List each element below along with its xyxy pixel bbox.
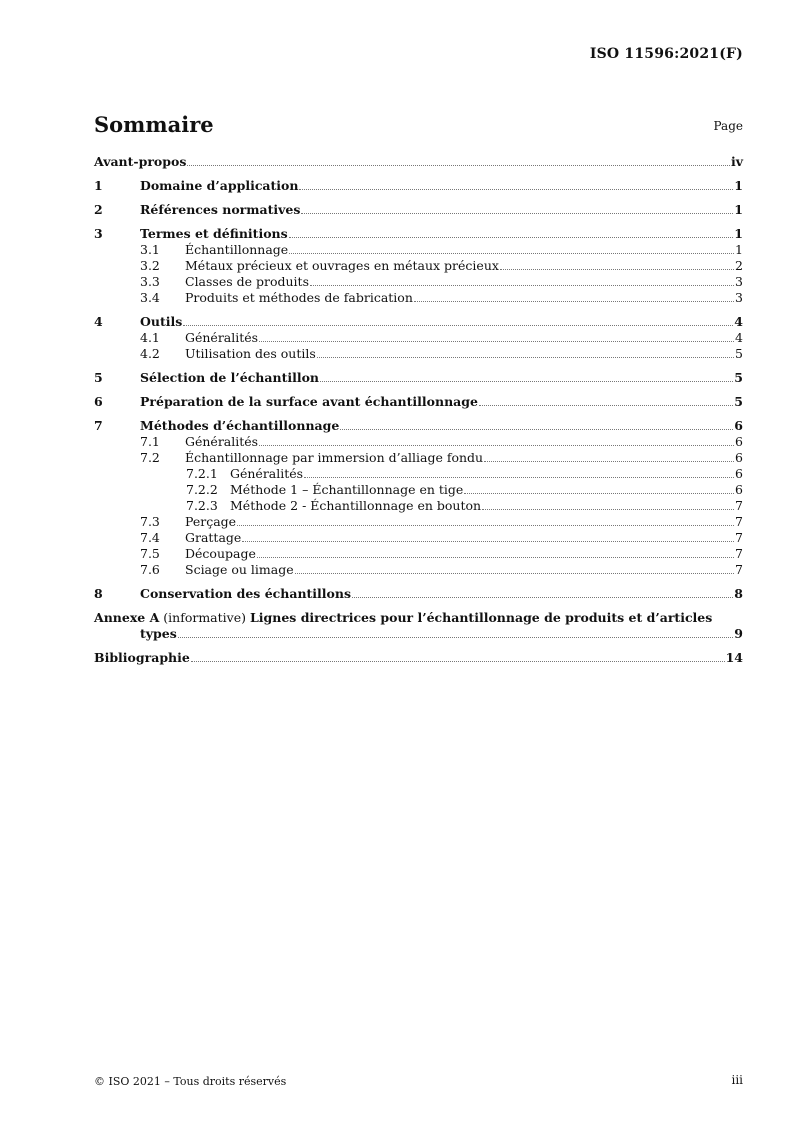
toc-leader-dots	[178, 636, 734, 638]
toc-entry-page: 6	[735, 466, 743, 481]
toc-entry-page: 5	[734, 394, 743, 409]
toc-leader-dots	[242, 540, 734, 542]
toc-entry[interactable]	[94, 546, 743, 562]
toc-leader-dots	[464, 492, 734, 494]
toc-entry-number: 7.2.2	[186, 482, 218, 497]
toc-leader-dots	[484, 460, 734, 462]
toc-entry-page: iv	[730, 154, 743, 169]
toc-entry-page: 6	[735, 482, 743, 497]
toc-leader-dots	[259, 444, 734, 446]
toc-entry-number: 3.3	[140, 274, 160, 289]
toc-leader-dots	[299, 188, 733, 190]
toc-entry-number: 1	[94, 178, 103, 193]
toc-entry-page: 8	[734, 586, 743, 601]
toc-entry-title: Échantillonnage par immersion d’alliage fondu	[185, 450, 484, 465]
toc-entry-number: 7.4	[140, 530, 160, 545]
toc-entry-number: 4	[94, 314, 103, 329]
toc-entry-title: Méthode 2 - Échantillonnage en bouton	[230, 498, 482, 513]
toc-leader-dots	[257, 556, 734, 558]
toc-entry-title: Généralités	[185, 330, 259, 345]
toc-entry-page: 7	[735, 514, 743, 529]
toc-leader-dots	[237, 524, 734, 526]
toc-entry-page: 4	[734, 314, 743, 329]
annex-title-line1: Lignes directrices pour l’échantillonnage de produits et d’articles	[249, 610, 713, 625]
toc-entry-title: Grattage	[185, 530, 242, 545]
toc-entry[interactable]	[94, 370, 743, 386]
toc-entry-number: 2	[94, 202, 103, 217]
toc-entry-title: Généralités	[185, 434, 259, 449]
toc-entry-page: 7	[735, 546, 743, 561]
toc-entry-page: 3	[735, 274, 743, 289]
toc-leader-dots	[414, 300, 734, 302]
toc-leader-dots	[259, 340, 734, 342]
toc-entry-page: 6	[735, 434, 743, 449]
toc-leader-dots	[301, 212, 733, 214]
toc-entry-number: 5	[94, 370, 103, 385]
toc-entry[interactable]	[94, 530, 743, 546]
toc-entry-number: 6	[94, 394, 103, 409]
toc-entry-title: Métaux précieux et ouvrages en métaux précieux	[185, 258, 499, 273]
toc-entry-number: 7.1	[140, 434, 160, 449]
annex-label: Annexe A	[94, 610, 160, 625]
toc-entry-number: 4.1	[140, 330, 160, 345]
toc-entry[interactable]	[94, 346, 743, 362]
toc-leader-dots	[500, 268, 734, 270]
toc-entry[interactable]	[94, 202, 743, 218]
toc-entry-title: Conservation des échantillons	[140, 586, 352, 601]
footer-copyright: © ISO 2021 – Tous droits réservés	[94, 1075, 287, 1088]
toc-entry[interactable]	[94, 498, 743, 514]
table-of-contents	[94, 154, 743, 666]
toc-leader-dots	[310, 284, 734, 286]
toc-entry-title: Découpage	[185, 546, 256, 561]
toc-entry-page: 3	[735, 290, 743, 305]
toc-entry-page: 2	[735, 258, 743, 273]
toc-entry-number: 7.5	[140, 546, 160, 561]
toc-entry[interactable]	[94, 226, 743, 242]
toc-entry-title: Domaine d’application	[140, 178, 299, 193]
toc-entry-page: 6	[734, 418, 743, 433]
toc-leader-dots	[289, 252, 734, 254]
toc-entry-title: Échantillonnage	[185, 242, 289, 257]
toc-entry[interactable]	[94, 514, 743, 530]
toc-entry-page: 7	[735, 498, 743, 513]
toc-entry-page: 5	[735, 346, 743, 361]
footer-page-number: iii	[731, 1073, 743, 1087]
toc-leader-dots	[352, 596, 733, 598]
toc-entry-title: Outils	[140, 314, 183, 329]
page-column-label: Page	[713, 119, 743, 133]
toc-leader-dots	[289, 236, 734, 238]
toc-entry[interactable]	[94, 258, 743, 274]
toc-entry-title: Perçage	[185, 514, 237, 529]
bibliography-title: Bibliographie	[94, 650, 190, 665]
toc-entry-page: 6	[735, 450, 743, 465]
toc-entry-number: 7.6	[140, 562, 160, 577]
toc-entry-number: 7	[94, 418, 103, 433]
toc-entry[interactable]	[94, 434, 743, 450]
toc-entry[interactable]	[94, 178, 743, 194]
toc-entry-title: Sélection de l’échantillon	[140, 370, 320, 385]
toc-entry-title: Produits et méthodes de fabrication	[185, 290, 413, 305]
toc-entry[interactable]	[94, 466, 743, 482]
toc-entry-number: 3.4	[140, 290, 160, 305]
toc-entry-number: 7.3	[140, 514, 160, 529]
toc-entry-title: Utilisation des outils	[185, 346, 316, 361]
toc-entry-title: Termes et définitions	[140, 226, 288, 241]
toc-entry-number: 7.2.1	[186, 466, 218, 481]
toc-entry-title: Méthodes d’échantillonnage	[140, 418, 340, 433]
toc-entry-title: Méthode 1 – Échantillonnage en tige	[230, 482, 464, 497]
toc-leader-dots	[482, 508, 734, 510]
toc-entry-title: Avant-propos	[94, 154, 187, 169]
toc-entry-page: 1	[735, 242, 743, 257]
annex-title-line2: types	[140, 626, 177, 641]
toc-entry-number: 3	[94, 226, 103, 241]
toc-entry[interactable]	[94, 586, 743, 602]
toc-entry[interactable]	[94, 274, 743, 290]
toc-entry-title: Classes de produits	[185, 274, 309, 289]
document-code: ISO 11596:2021(F)	[589, 46, 743, 62]
toc-leader-dots	[340, 428, 733, 430]
toc-entry-bibliography[interactable]	[94, 650, 743, 666]
toc-entry-page: 7	[735, 562, 743, 577]
toc-entry-annex[interactable]	[94, 610, 743, 626]
toc-entry-number: 7.2	[140, 450, 160, 465]
toc-entry-page: 1	[734, 226, 743, 241]
toc-entry-page: 14	[725, 650, 743, 665]
toc-entry-number: 7.2.3	[186, 498, 218, 513]
toc-leader-dots	[187, 164, 730, 166]
toc-leader-dots	[317, 356, 734, 358]
toc-entry-number: 3.2	[140, 258, 160, 273]
toc-leader-dots	[320, 380, 733, 382]
toc-entry-page: 1	[734, 202, 743, 217]
toc-entry[interactable]	[94, 154, 743, 170]
toc-entry-title: Références normatives	[140, 202, 301, 217]
toc-entry-number: 4.2	[140, 346, 160, 361]
toc-entry[interactable]	[94, 418, 743, 434]
toc-leader-dots	[183, 324, 733, 326]
annex-informative: (informative)	[163, 610, 246, 625]
toc-entry-page: 9	[734, 626, 743, 641]
toc-entry-page: 4	[735, 330, 743, 345]
toc-entry[interactable]	[94, 242, 743, 258]
toc-entry-number: 3.1	[140, 242, 160, 257]
page-title: Sommaire	[94, 112, 214, 137]
toc-leader-dots	[479, 404, 733, 406]
toc-entry-title: Sciage ou limage	[185, 562, 294, 577]
toc-entry[interactable]	[94, 314, 743, 330]
toc-entry[interactable]	[94, 330, 743, 346]
toc-entry-number: 8	[94, 586, 103, 601]
toc-entry-page: 5	[734, 370, 743, 385]
toc-entry[interactable]	[94, 450, 743, 466]
toc-entry[interactable]	[94, 290, 743, 306]
toc-entry-title: Généralités	[230, 466, 304, 481]
toc-leader-dots	[295, 572, 734, 574]
toc-entry[interactable]	[94, 562, 743, 578]
toc-entry-title: Préparation de la surface avant échantillonnage	[140, 394, 478, 409]
toc-leader-dots	[304, 476, 734, 478]
toc-leader-dots	[191, 660, 725, 662]
toc-entry-page: 7	[735, 530, 743, 545]
toc-entry[interactable]	[94, 482, 743, 498]
toc-entry-annex-continued[interactable]	[94, 626, 743, 642]
toc-entry[interactable]	[94, 394, 743, 410]
toc-entry-page: 1	[734, 178, 743, 193]
